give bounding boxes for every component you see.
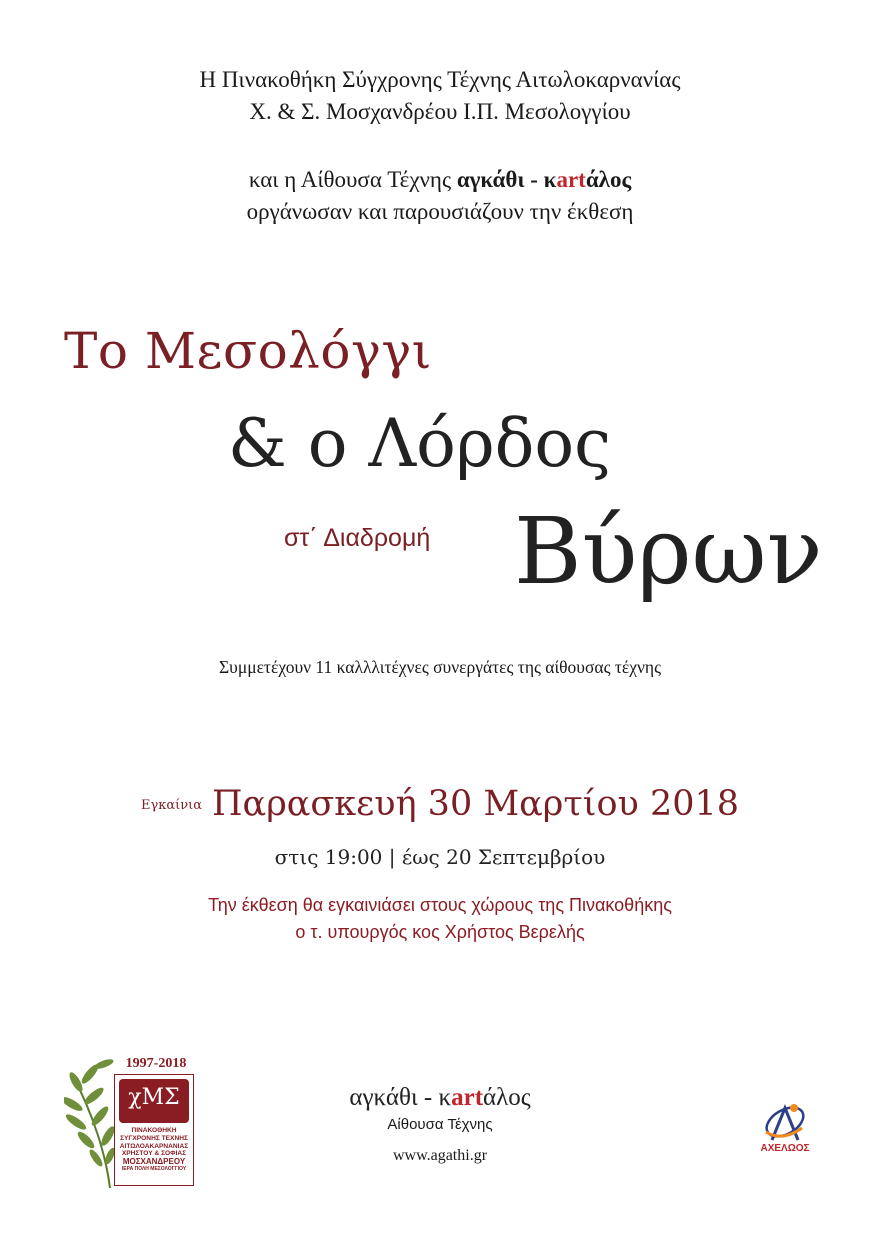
minister-note	[0, 892, 880, 946]
title-part-1: Το Μεσολόγγι	[64, 322, 432, 380]
logo-monogram: χΜΣ	[128, 1085, 180, 1110]
opening-label: Εγκαίνια	[140, 798, 203, 813]
logo-caption-line: ΜΟΣΧΑΝΔΡΕΟΥ	[122, 1157, 186, 1167]
title-part-3: στ΄ Διαδρομή	[284, 524, 431, 552]
acheloos-name: ΑΧΕΛΩΟΣ	[760, 1143, 810, 1154]
minister-line-1: Την έκθεση θα εγκαινιάσει στους χώρους της Πινακοθήκης	[208, 895, 672, 915]
brand-name-a: αγκάθι - κ	[456, 167, 557, 192]
title-part-2: & ο Λόρδος	[228, 405, 612, 482]
logo-caption-line: ΙΕΡΑ ΠΟΛΗ ΜΕΣΟΛΟΓΓΙΟΥ	[121, 1165, 187, 1172]
footer-url[interactable]: www.agathi.gr	[392, 1147, 488, 1164]
pinakothiki-logo	[114, 1074, 194, 1186]
intro-line-1: Η Πινακοθήκη Σύγχρονης Τέχνης Αιτωλοκαρνανίας	[199, 67, 681, 92]
brand-name-art: art	[556, 167, 586, 192]
footer-brand-art: art	[451, 1084, 484, 1111]
logo-caption-line: ΠΙΝΑΚΟΘΗΚΗ	[131, 1127, 177, 1134]
logo-caption-line: ΧΡΗΣΤΟΥ & ΣΟΦΙΑΣ	[121, 1150, 187, 1158]
title-part-4: Βύρων	[514, 498, 823, 605]
logo-caption-line: ΣΥΓΧΡΟΝΗΣ ΤΕΧΝΗΣ	[120, 1134, 188, 1142]
intro-line-2: Χ. & Σ. Μοσχανδρέου Ι.Π. Μεσολογγίου	[249, 99, 631, 124]
intro-organizers	[0, 64, 880, 128]
intro-presentation	[0, 164, 880, 228]
minister-line-2: ο τ. υπουργός κος Χρήστος Βερελής	[295, 922, 585, 942]
logo-caption	[118, 1127, 190, 1174]
brand-name-b: άλος	[585, 167, 632, 192]
opening-date: Παρασκευή 30 Μαρτίου 2018	[212, 784, 740, 824]
footer-brand-b: άλος	[483, 1084, 531, 1111]
footer-subtitle: Αίθουσα Τέχνης	[387, 1116, 493, 1133]
footer-brand-a: αγκάθι - κ	[349, 1084, 452, 1111]
logo-caption-line: ΑΙΤΩΛΟΑΚΑΡΝΑΝΙΑΣ	[119, 1142, 189, 1150]
participants-note: Συμμετέχουν 11 καλλλιτέχνες συνεργάτες της αίθουσας τέχνης	[218, 657, 662, 677]
intro-line-4: οργάνωσαν και παρουσιάζουν την έκθεση	[246, 199, 634, 224]
intro-line-3-prefix: και η Αίθουσα Τέχνης	[248, 167, 457, 192]
opening-line	[0, 784, 880, 824]
intro-line-3	[0, 164, 880, 196]
opening-hours: στις 19:00 | έως 20 Σεπτεμβρίου	[274, 845, 606, 869]
years-label: 1997-2018	[125, 1056, 187, 1071]
